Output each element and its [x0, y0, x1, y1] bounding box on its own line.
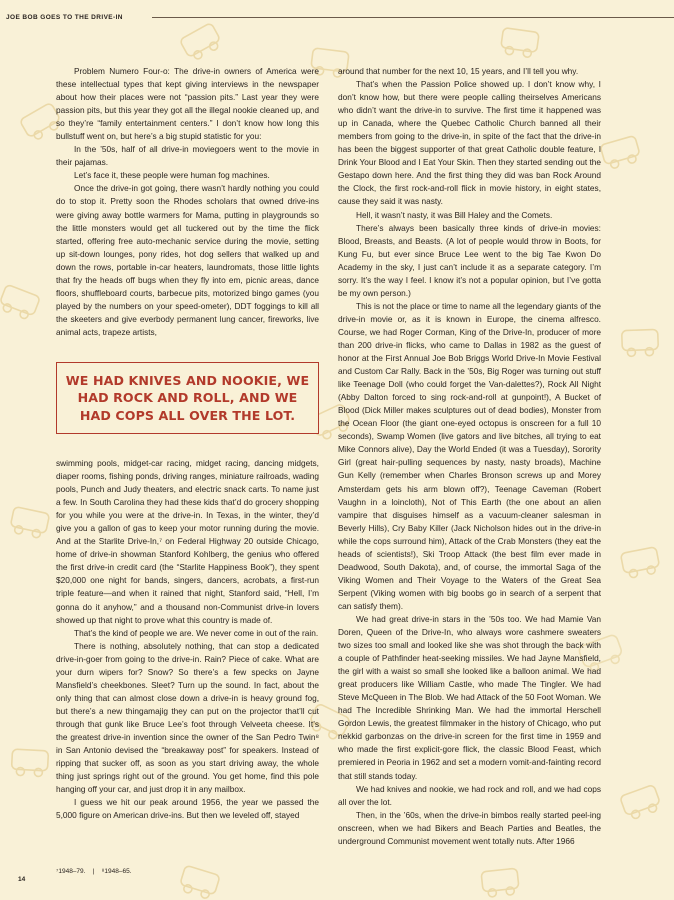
paragraph: Problem Numero Four-o: The drive-in owners of America were these intellectual types that kept giving interviews in the newspaper about how their places were not “passion pits.” Last year they were passion pits, but this year they got all the illegal nookie cleaned up, and so they’re “family entertainment centers.” I don’t know how long this bullstuff went on, but here’s a big stupid statistic for you:: [56, 66, 319, 142]
right-column: [338, 65, 601, 848]
paragraph: I guess we hit our peak around 1956, the year we passed the 5,000 figure on American drive-ins. But then we leveled off, stayed: [56, 797, 319, 821]
footnote-7: ⁷1948–79.: [56, 868, 86, 875]
paragraph: Let’s face it, these people were human fog machines.: [74, 170, 270, 181]
header-rule: [152, 17, 674, 18]
footnote-8: ⁸1948–65.: [101, 868, 132, 875]
paragraph: That’s when the Passion Police showed up. I don’t know why, I don’t know how, but there were people calling theirselves Americans who didn’t want the drive-in to survive. The first time it happened was up in Canada, where the Quebec Catholic Church banned all their members from going to the drive-in, in spite of the fact that the drive-in has been the biggest supporter of that great Catholic double feature, I Drink Your Blood and I Eat Your Skin. Then they started sending out the Gestapo down here. And the first thing they did was ban Rock Around the Clock, the first rock-and-roll flick in movie history, in eight states, cause they said it was nasty.: [338, 79, 601, 207]
paragraph: There is nothing, absolutely nothing, that can stop a dedicated drive-in-goer from going to the drive-in. Rain? Piece of cake. What are your durn wipers for? Snow? So there’s a few specks on Jayne Mansfield’s cheekbones. Sleet? Turn up the sound. In fact, about the only thing that can almost close down a drive-in is heavy ground fog, but there’s a new thingamajig they can put on the projector that’ll cut through that gunk like Bruce Lee’s foot through Velveeta cheese. It’s the greatest drive-in invention since the owner of the San Pedro Twin⁸ in San Antonio devised the “breakaway post” for speakers. Instead of ripping that sucker off, as soon as you start driving away, the whole thing just springs right out of the ground. You get home, find this pole hanging off your car, and just drop it in any mailbox.: [56, 640, 319, 795]
paragraph: Hell, it wasn’t nasty, it was Bill Haley and the Comets.: [356, 209, 553, 220]
pull-quote-box: [56, 362, 319, 434]
running-header: JOE BOB GOES TO THE DRIVE-IN: [6, 14, 123, 21]
footnote-separator: |: [92, 868, 95, 875]
paragraph: We had great drive-in stars in the ’50s too. We had Mamie Van Doren, Queen of the Drive-In, who always wore cashmere sweaters two sizes too small and looked like she was shot through the back with a couple of Pathfinder heat-seeking missiles. We had Jayne Mansfield, the girl with a waist so small she looked like a balloon animal. We had great producers like William Castle, who made The Tingler. We had Steve McQueen in The Blob. We had Attack of the 50 Foot Woman. We had The Incredible Shrinking Man. We had the immortal Herschell Gordon Lewis, the greatest filmmaker in the history of Chicago, who put nekkid garbonzas on the drive-in screen for the first time in 1959 and who made the first explicit-gore flick, the classic Blood Feast, which premiered in Peoria in 1962 and set a modern vomit-and-fainting record that still stands today.: [338, 613, 601, 781]
paragraph: around that number for the next 10, 15 years, and I’ll tell you why.: [338, 66, 579, 76]
left-column-top: [56, 65, 319, 339]
footnotes: [56, 868, 132, 875]
paragraph: That’s the kind of people we are. We never come in out of the rain.: [74, 627, 319, 638]
page-number: 14: [18, 876, 26, 883]
paragraph: This is not the place or time to name all the legendary giants of the drive-in movie or, as it is known in Europe, the cinema alfresco. Course, we had Roger Corman, King of the Drive-In, producer of more than 200 drive-in flicks, who came to Dallas in 1982 as the guest of honor at the First Annual Joe Bob Briggs World Drive-In Movie Festival and Custom Car Rally. Back in the ’50s, Big Roger was turning out stuff like Teenage Doll (who could forget the Van-dalettes?), Rock All Night (Abby Dalton forced to sing rock-and-roll at gunpoint!), A Bucket of Blood (Dick Miller makes sculptures out of dead bodies), Monster from the Ocean Floor (the giant one-eyed octopus is onscreen for a full 10 seconds), Swamp Women (live gators and live bitches, all trying to eat Mike Connors alive), Day the World Ended (it was a Tuesday), Sorority Girl (great hair-pulling sequences by nasty, nasty broads), Machine Gun Kelly (remember when Charles Bronson screws up and Morey Amsterdam gets his arm blown off?), Teenage Caveman (Robert Vaughn in a loincloth), Not of This Earth (the one about an alien vampire that disguises himself as a vacuum-cleaner salesman in Beverly Hills), Cry Baby Killer (Jack Nicholson hides out in the drive-in while the cops surround him), Attack of the Crab Monsters (they eat the heads of scientists!), Ski Troop Attack (the best film ever made in Deadwood, South Dakota), and, of course, the immortal Saga of the Viking Women and Their Voyage to the Waters of the Great Sea Serpent (Viking women with big boobs go in search of a serpent that can satisfy them).: [338, 300, 601, 611]
paragraph: swimming pools, midget-car racing, midget racing, dancing midgets, diaper rooms, fishing ponds, driving ranges, miniature railroads, wading pools, Punch and Judy theaters, and electric snack carts. To name just a few. In South Carolina they had these kids that’d do grocery shopping for you while you were at the drive-in. In Texas, in the winter, they’d give you a gallon of gas to keep your motor running during the movie. And at the Starlite Drive-In,⁷ on Federal Highway 20 outside Chicago, home of drive-in showman Stanford Kohlberg, the genius who offered the first drive-in credit card (the “Starlite Happiness Book”), they spent $20,000 one night for bands, singers, dancers, acrobats, a first-run triple feature—and when it rained that night, Stanford said, “Hell, I’m gonna do it anyhow,” and a thousand non-Communist drive-in lovers showed up that night to prove what this country is made of.: [56, 458, 319, 625]
paragraph: There’s always been basically three kinds of drive-in movies: Blood, Breasts, and Beasts. (A lot of people would throw in Boots, for Kung Fu, but ever since Bruce Lee went to the big Tae Kwon Do Academy in the sky, I just can’t include it as a separate category. I’m sorry. It’s the way I feel. I know it’s not a popular opinion, but I’ve gotta be my own person.): [338, 222, 601, 298]
paragraph: We had knives and nookie, we had rock and roll, and we had cops all over the lot.: [338, 783, 601, 807]
paragraph: In the ’50s, half of all drive-in moviegoers went to the movie in their pajamas.: [56, 144, 319, 168]
pull-quote-text: WE HAD KNIVES AND NOOKIE, WE HAD ROCK AND ROLL, AND WE HAD COPS ALL OVER THE LOT.: [65, 372, 310, 423]
paragraph: Once the drive-in got going, there wasn’t hardly nothing you could do to stop it. Pretty soon the Rhodes scholars that owned drive-ins were giving away bottle warmers for Mama, putting in playgrounds so the little monsters would get all tuckered out by the time the flick started, offering free auto-mechanic service during the movie, setting up sit-down lounges, pony rides, hot dog sellers that walked up and down the rows, portable in-car heaters, laundromats, those little lights that fry the heads off bugs when they fly into em, picnic areas, dance floors, shuffleboard courts, barbecue pits, motorized bingo games (you played by the numbers on your speed-ometer), DDT foggings to kill all the skeeters and give everbody permanent lung cancer, fireworks, live animal acts, trapeze artists,: [56, 183, 319, 337]
left-column-bottom: [56, 457, 319, 822]
paragraph: Then, in the ’60s, when the drive-in bimbos really started peel-ing onscreen, when we had Bikers and Beach Parties and Beatles, the underground Communist movement went totally nuts. After 1966: [338, 809, 601, 846]
